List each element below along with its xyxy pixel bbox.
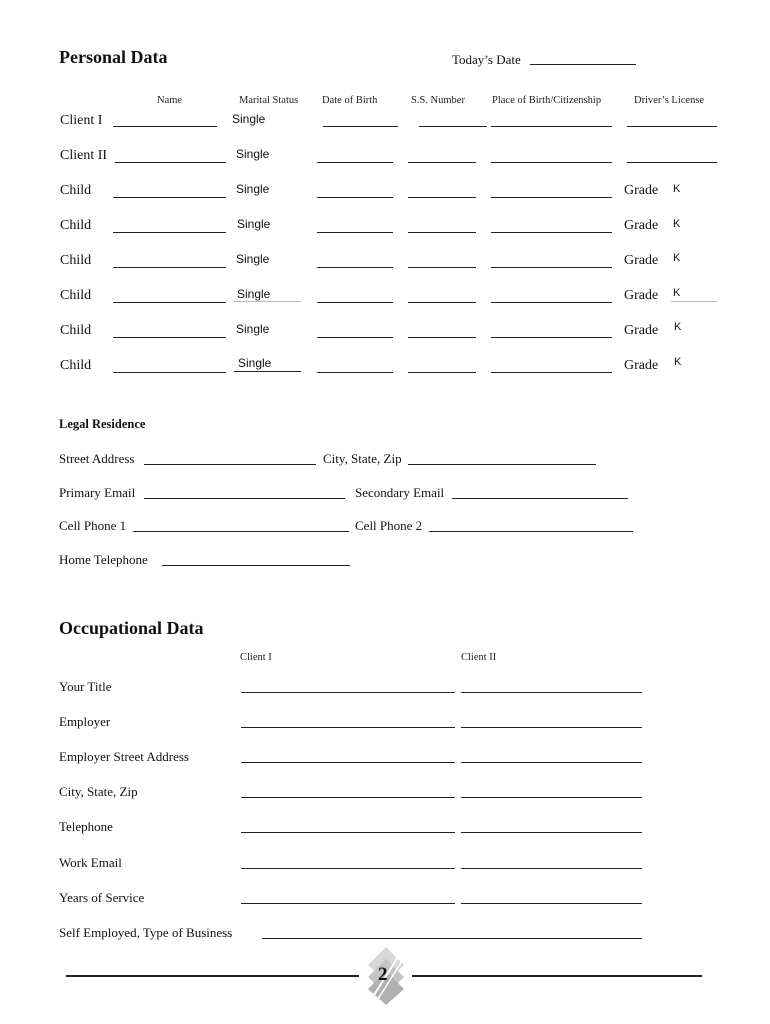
- occupational-data-title: Occupational Data: [59, 618, 204, 638]
- child-5-grade-value[interactable]: K: [674, 321, 682, 333]
- child-4-dob-field[interactable]: [317, 302, 393, 303]
- child-6-grade-label: Grade: [624, 358, 659, 373]
- child-1-name-field[interactable]: [113, 197, 226, 198]
- child-2-name-field[interactable]: [113, 232, 226, 233]
- child-5-ssn-field[interactable]: [408, 337, 476, 338]
- header-ss-number: S.S. Number: [411, 95, 465, 106]
- occ-title-client-1-field[interactable]: [241, 692, 455, 693]
- row-label-client-2: Client II: [60, 148, 108, 163]
- occ-employer-client-1-field[interactable]: [241, 727, 455, 728]
- child-4-name-field[interactable]: [113, 302, 226, 303]
- cell-phone-1-field[interactable]: [133, 531, 349, 532]
- personal-data-title: Personal Data: [59, 47, 168, 67]
- child-4-marital-value[interactable]: Single: [237, 287, 271, 301]
- child-6-grade-value[interactable]: K: [674, 356, 682, 368]
- child-2-pob-field[interactable]: [491, 232, 612, 233]
- child-3-marital-value[interactable]: Single: [236, 252, 270, 266]
- occ-title-client-2-field[interactable]: [461, 692, 642, 693]
- occ-label-title: Your Title: [59, 679, 112, 694]
- client-1-marital-value[interactable]: Single: [232, 112, 266, 126]
- occ-address-client-2-field[interactable]: [461, 762, 642, 763]
- header-marital-status: Marital Status: [239, 95, 299, 106]
- child-1-pob-field[interactable]: [491, 197, 612, 198]
- child-4-ssn-field[interactable]: [408, 302, 476, 303]
- occ-city-client-2-field[interactable]: [461, 797, 642, 798]
- row-label-child-4: Child: [60, 288, 92, 303]
- cell-phone-2-field[interactable]: [429, 531, 633, 532]
- client-2-license-field[interactable]: [627, 162, 717, 163]
- child-1-grade-label: Grade: [624, 183, 659, 198]
- child-3-grade-value[interactable]: K: [673, 252, 681, 264]
- occupational-client-1-header: Client I: [240, 652, 272, 663]
- home-telephone-label: Home Telephone: [59, 552, 148, 567]
- header-date-of-birth: Date of Birth: [322, 95, 378, 106]
- occ-label-work-email: Work Email: [59, 855, 122, 870]
- footer-rule-left: [66, 975, 359, 977]
- child-2-marital-value[interactable]: Single: [237, 217, 271, 231]
- child-3-name-field[interactable]: [113, 267, 226, 268]
- row-label-client-1: Client I: [60, 113, 103, 128]
- secondary-email-field[interactable]: [452, 498, 628, 499]
- child-4-marital-underline: [234, 301, 301, 302]
- header-drivers-license: Driver’s License: [634, 95, 705, 106]
- child-3-grade-label: Grade: [624, 253, 659, 268]
- child-2-grade-label: Grade: [624, 218, 659, 233]
- footer-rule-right: [412, 975, 702, 977]
- client-1-name-field[interactable]: [113, 126, 217, 127]
- child-5-marital-value[interactable]: Single: [236, 322, 270, 336]
- occ-label-self-employed: Self Employed, Type of Business: [59, 925, 233, 940]
- child-6-ssn-field[interactable]: [408, 372, 476, 373]
- occ-address-client-1-field[interactable]: [241, 762, 455, 763]
- street-address-label: Street Address: [59, 451, 135, 466]
- primary-email-label: Primary Email: [59, 485, 136, 500]
- child-3-dob-field[interactable]: [317, 267, 393, 268]
- home-telephone-field[interactable]: [162, 565, 350, 566]
- child-1-marital-value[interactable]: Single: [236, 182, 270, 196]
- child-2-ssn-field[interactable]: [408, 232, 476, 233]
- client-2-pob-field[interactable]: [491, 162, 612, 163]
- child-3-pob-field[interactable]: [491, 267, 612, 268]
- child-1-grade-value[interactable]: K: [673, 183, 681, 195]
- occ-employer-client-2-field[interactable]: [461, 727, 642, 728]
- child-4-grade-value[interactable]: K: [673, 287, 681, 299]
- occupational-client-2-header: Client II: [461, 652, 497, 663]
- occ-city-client-1-field[interactable]: [241, 797, 455, 798]
- client-2-dob-field[interactable]: [317, 162, 393, 163]
- occ-label-telephone: Telephone: [59, 819, 113, 834]
- cell-phone-2-label: Cell Phone 2: [355, 518, 423, 533]
- child-6-pob-field[interactable]: [491, 372, 612, 373]
- occ-label-employer-address: Employer Street Address: [59, 749, 189, 764]
- child-4-pob-field[interactable]: [491, 302, 612, 303]
- header-place-of-birth: Place of Birth/Citizenship: [492, 95, 602, 106]
- child-6-dob-field[interactable]: [317, 372, 393, 373]
- client-1-dob-field[interactable]: [323, 126, 398, 127]
- occ-label-employer: Employer: [59, 714, 111, 729]
- child-5-pob-field[interactable]: [491, 337, 612, 338]
- client-1-pob-field[interactable]: [491, 126, 612, 127]
- cell-phone-1-label: Cell Phone 1: [59, 518, 127, 533]
- child-5-name-field[interactable]: [113, 337, 226, 338]
- legal-residence-title: Legal Residence: [59, 417, 146, 431]
- child-4-grade-label: Grade: [624, 288, 659, 303]
- row-label-child-3: Child: [60, 253, 92, 268]
- occ-label-years-of-service: Years of Service: [59, 890, 145, 905]
- occ-label-city: City, State, Zip: [59, 784, 138, 799]
- page-number: 2: [378, 964, 388, 985]
- row-label-child-5: Child: [60, 323, 92, 338]
- client-2-marital-value[interactable]: Single: [236, 147, 270, 161]
- client-1-ssn-field[interactable]: [419, 126, 487, 127]
- occ-email-client-1-field[interactable]: [241, 868, 455, 869]
- child-2-dob-field[interactable]: [317, 232, 393, 233]
- secondary-email-label: Secondary Email: [355, 485, 445, 500]
- residence-city-label: City, State, Zip: [323, 451, 402, 466]
- child-4-grade-underline: [671, 301, 717, 302]
- client-1-license-field[interactable]: [627, 126, 717, 127]
- occ-telephone-client-1-field[interactable]: [241, 832, 455, 833]
- child-6-marital-value[interactable]: Single: [238, 356, 272, 370]
- child-5-grade-label: Grade: [624, 323, 659, 338]
- row-label-child-6: Child: [60, 358, 92, 373]
- occ-telephone-client-2-field[interactable]: [461, 832, 642, 833]
- street-address-field[interactable]: [144, 464, 316, 465]
- child-1-ssn-field[interactable]: [408, 197, 476, 198]
- residence-city-field[interactable]: [408, 464, 596, 465]
- child-6-name-field[interactable]: [113, 372, 226, 373]
- occ-years-client-2-field[interactable]: [461, 903, 642, 904]
- row-label-child-2: Child: [60, 218, 92, 233]
- child-5-dob-field[interactable]: [317, 337, 393, 338]
- child-1-dob-field[interactable]: [317, 197, 393, 198]
- row-label-child-1: Child: [60, 183, 92, 198]
- child-6-marital-underline: [234, 371, 301, 372]
- header-name: Name: [157, 95, 183, 106]
- self-employed-field[interactable]: [262, 938, 642, 939]
- child-2-grade-value[interactable]: K: [673, 218, 681, 230]
- occ-years-client-1-field[interactable]: [241, 903, 455, 904]
- primary-email-field[interactable]: [144, 498, 345, 499]
- client-2-ssn-field[interactable]: [408, 162, 476, 163]
- child-3-ssn-field[interactable]: [408, 267, 476, 268]
- client-2-name-field[interactable]: [115, 162, 226, 163]
- todays-date-field[interactable]: [530, 64, 636, 65]
- todays-date-label: Today’s Date: [452, 52, 521, 67]
- occ-email-client-2-field[interactable]: [461, 868, 642, 869]
